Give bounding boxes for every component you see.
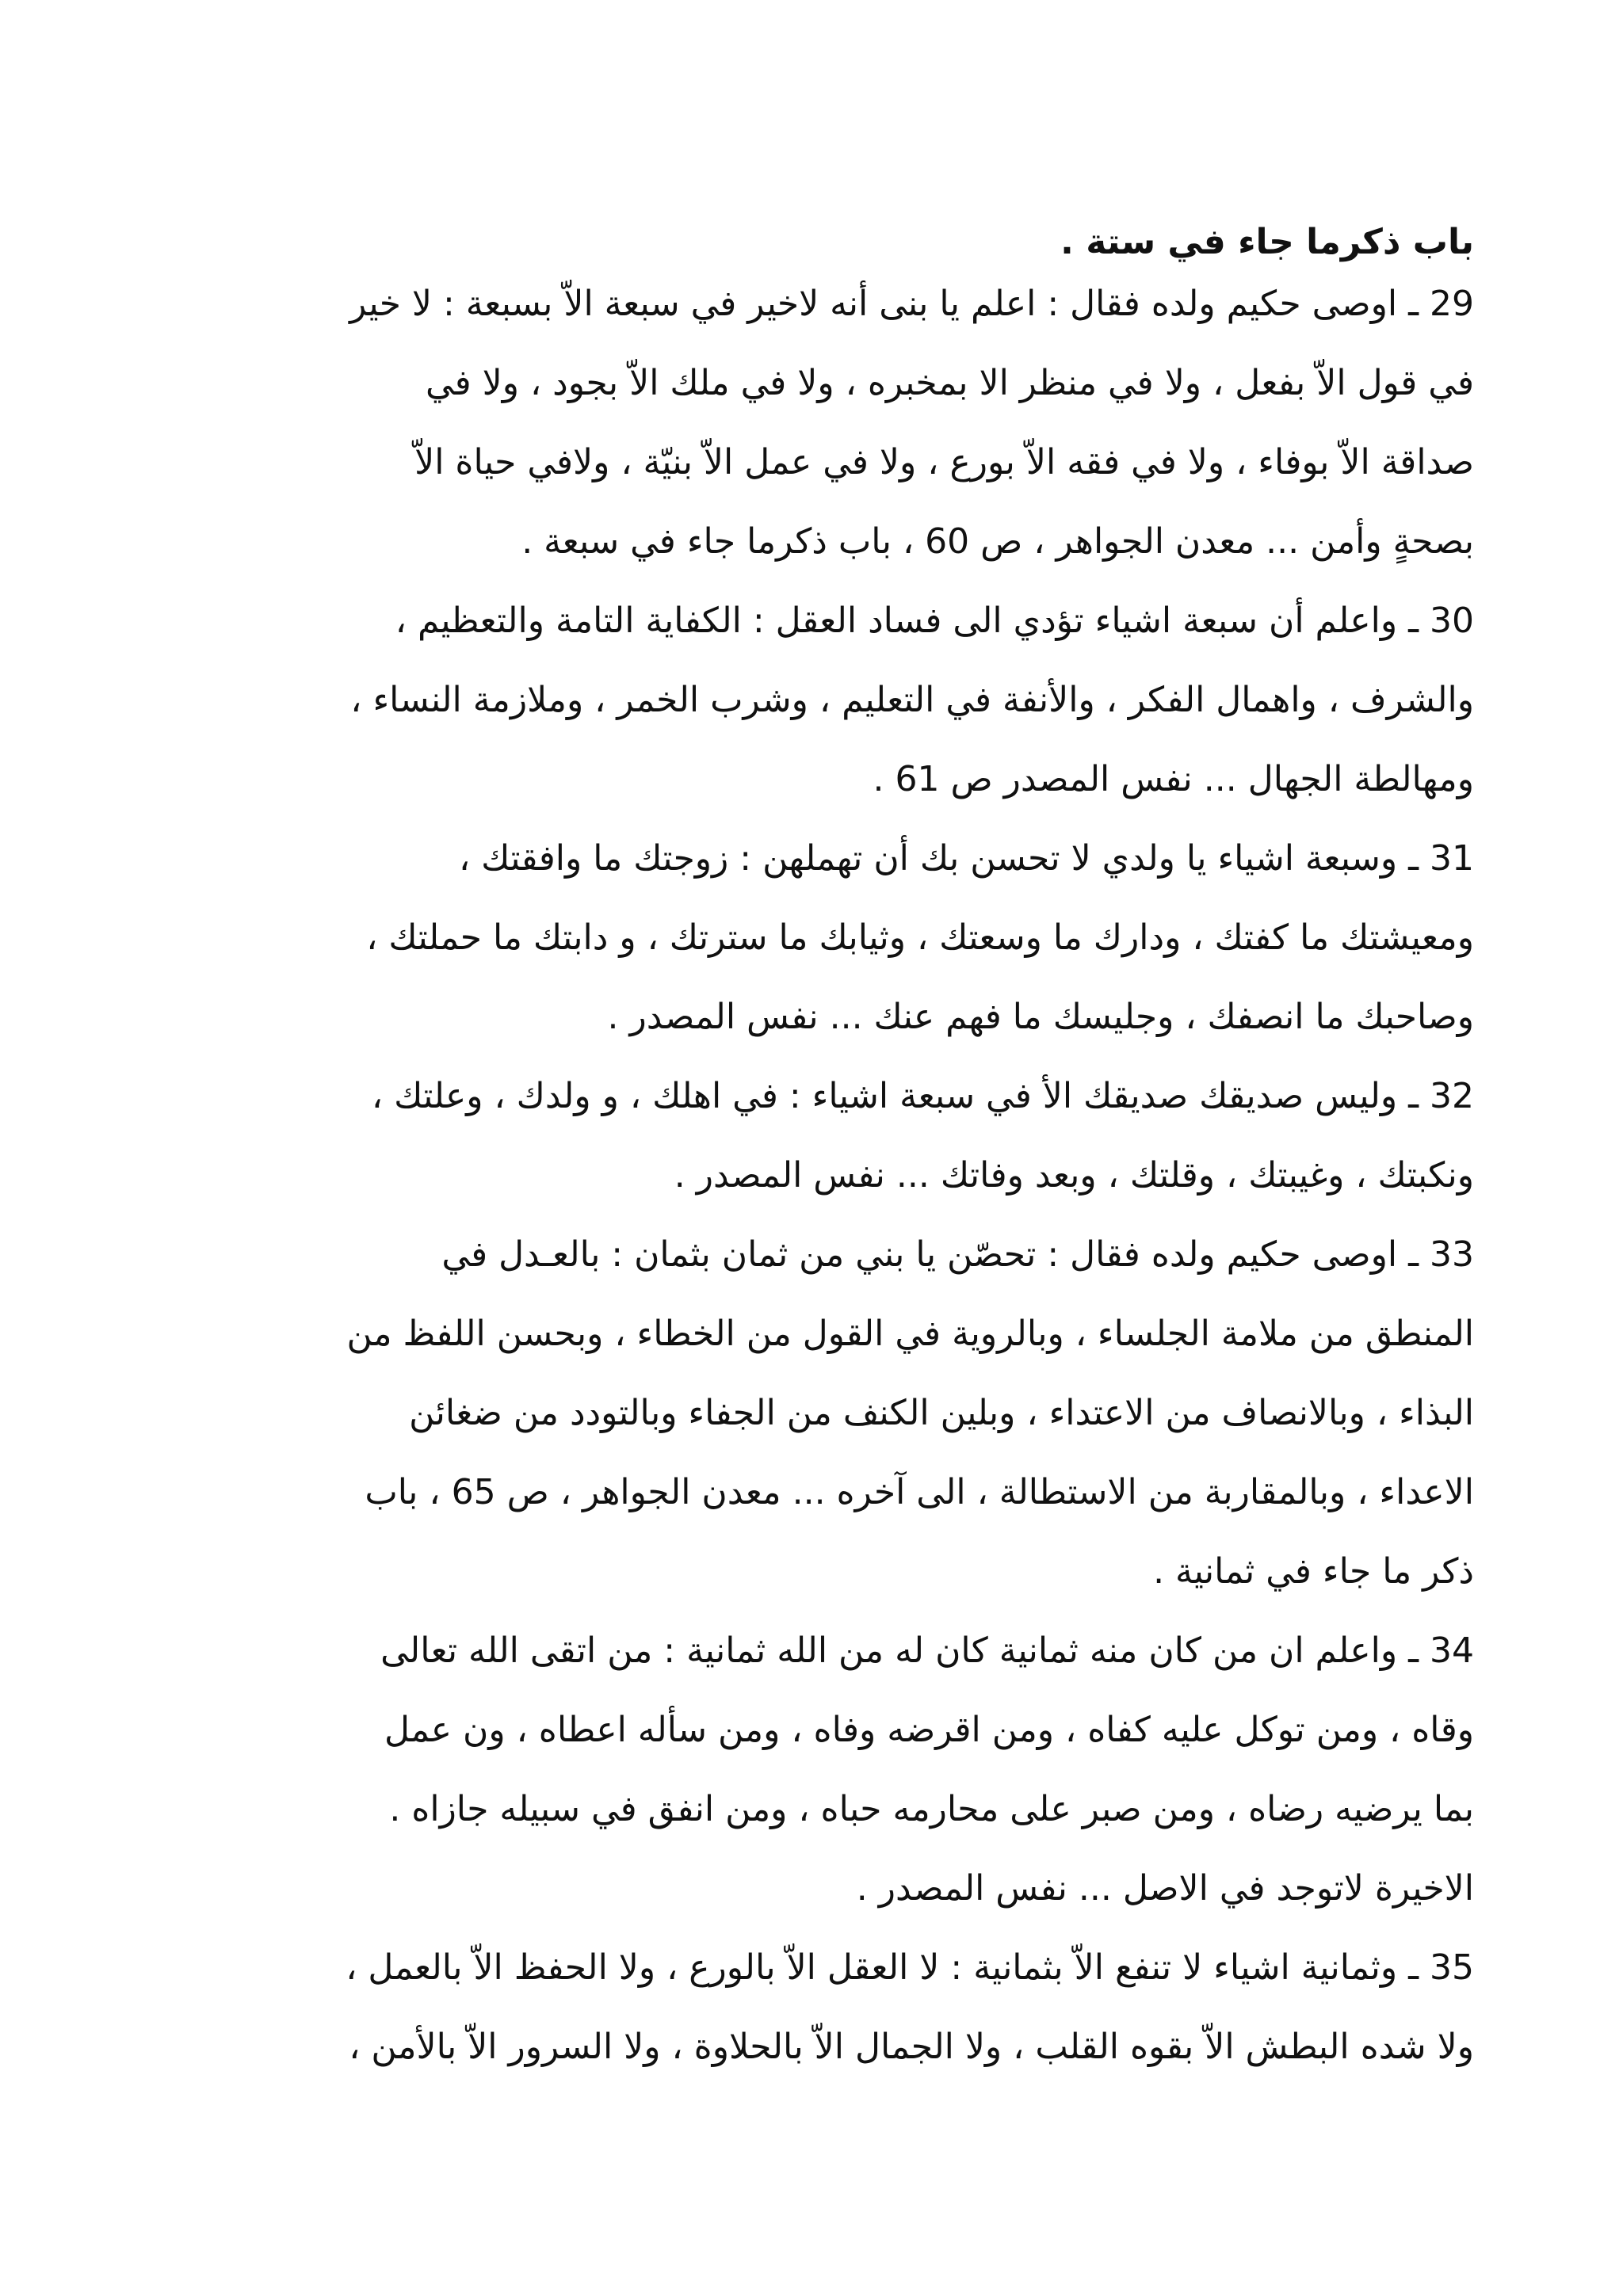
- text-line: وصاحبك ما انصفك ، وجليسك ما فهم عنك ... نفس المصدر .: [607, 997, 1474, 1037]
- text-line: ونكبتك ، وغيبتك ، وقلتك ، وبعد وفاتك ... نفس المصدر .: [674, 1155, 1474, 1196]
- text-line: بصحةٍ وأمن ... معدن الجواهر ، ص 60 ، باب ذكرما جاء في سبعة .: [521, 521, 1474, 562]
- paragraph: [158, 265, 1474, 582]
- text-line: 34 ـ واعلم ان من كان منه ثمانية كان له من الله ثمانية : من اتقى الله تعالى: [380, 1630, 1474, 1671]
- text-line: بما يرضيه رضاه ، ومن صبر على محارمه حباه ، ومن انفق في سبيله جازاه .: [389, 1789, 1474, 1829]
- text-line: الاخيرة لاتوجد في الاصل ... نفس المصدر .: [856, 1868, 1474, 1909]
- text-line: ولا شده البطش الاّ بقوه القلب ، ولا الجمال الاّ بالحلاوة ، ولا السرور الاّ بالأمن ،: [349, 2027, 1474, 2067]
- document-page: [158, 204, 1474, 2087]
- text-line: البذاء ، وبالانصاف من الاعتداء ، وبلين الكنف من الجفاء وبالتودد من ضغائن: [409, 1393, 1474, 1433]
- paragraph: [158, 1057, 1474, 1215]
- paragraph: [158, 1215, 1474, 1611]
- text-line: ومهالطة الجهال ... نفس المصدر ص 61 .: [873, 759, 1474, 799]
- text-line: 29 ـ اوصى حكيم ولده فقال : اعلم يا بنى أنه لاخير في سبعة الاّ بسبعة : لا خير: [349, 284, 1474, 324]
- section-heading: باب ذكرما جاء في ستة .: [1060, 222, 1474, 262]
- text-line: صداقة الاّ بوفاء ، ولا في فقه الاّ بورع ، ولا في عمل الاّ بنيّة ، ولافي حياة الاّ: [414, 442, 1474, 482]
- text-line: المنطق من ملامة الجلساء ، وبالروية في القول من الخطاء ، وبحسن اللفظ من: [346, 1314, 1474, 1354]
- text-line: في قول الاّ بفعل ، ولا في منظر الا بمخبره ، ولا في ملك الاّ بجود ، ولا في: [425, 363, 1474, 403]
- text-line: الاعداء ، وبالمقاربة من الاستطالة ، الى آخره ... معدن الجواهر ، ص 65 ، باب: [365, 1472, 1474, 1512]
- paragraph: [158, 1611, 1474, 1928]
- text-line: ومعيشتك ما كفتك ، ودارك ما وسعتك ، وثيابك ما سترتك ، و دابتك ما حملتك ،: [366, 917, 1474, 958]
- text-line: وقاه ، ومن توكل عليه كفاه ، ومن اقرضه وفاه ، ومن سأله اعطاه ، ون عمل: [384, 1710, 1474, 1750]
- text-line: 30 ـ واعلم أن سبعة اشياء تؤدي الى فساد العقل : الكفاية التامة والتعظيم ،: [395, 601, 1474, 641]
- text-line: 35 ـ وثمانية اشياء لا تنفع الاّ بثمانية : لا العقل الاّ بالورع ، ولا الحفظ الاّ بالعمل ،: [346, 1947, 1474, 1988]
- text-line: والشرف ، واهمال الفكر ، والأنفة في التعليم ، وشرب الخمر ، وملازمة النساء ،: [350, 680, 1474, 720]
- paragraph: [158, 819, 1474, 1057]
- paragraph: [158, 582, 1474, 819]
- text-line: 32 ـ وليس صديقك صديقك الأ في سبعة اشياء : في اهلك ، و ولدك ، وعلتك ،: [371, 1076, 1474, 1116]
- text-line: ذكر ما جاء في ثمانية .: [1153, 1551, 1474, 1592]
- text-line: 33 ـ اوصى حكيم ولده فقال : تحصّن يا بني من ثمان بثمان : بالعـدل في: [441, 1234, 1474, 1275]
- text-line: 31 ـ وسبعة اشياء يا ولدي لا تحسن بك أن تهملهن : زوجتك ما وافقتك ،: [458, 838, 1474, 879]
- paragraph-list: [158, 265, 1474, 2087]
- paragraph: [158, 1928, 1474, 2087]
